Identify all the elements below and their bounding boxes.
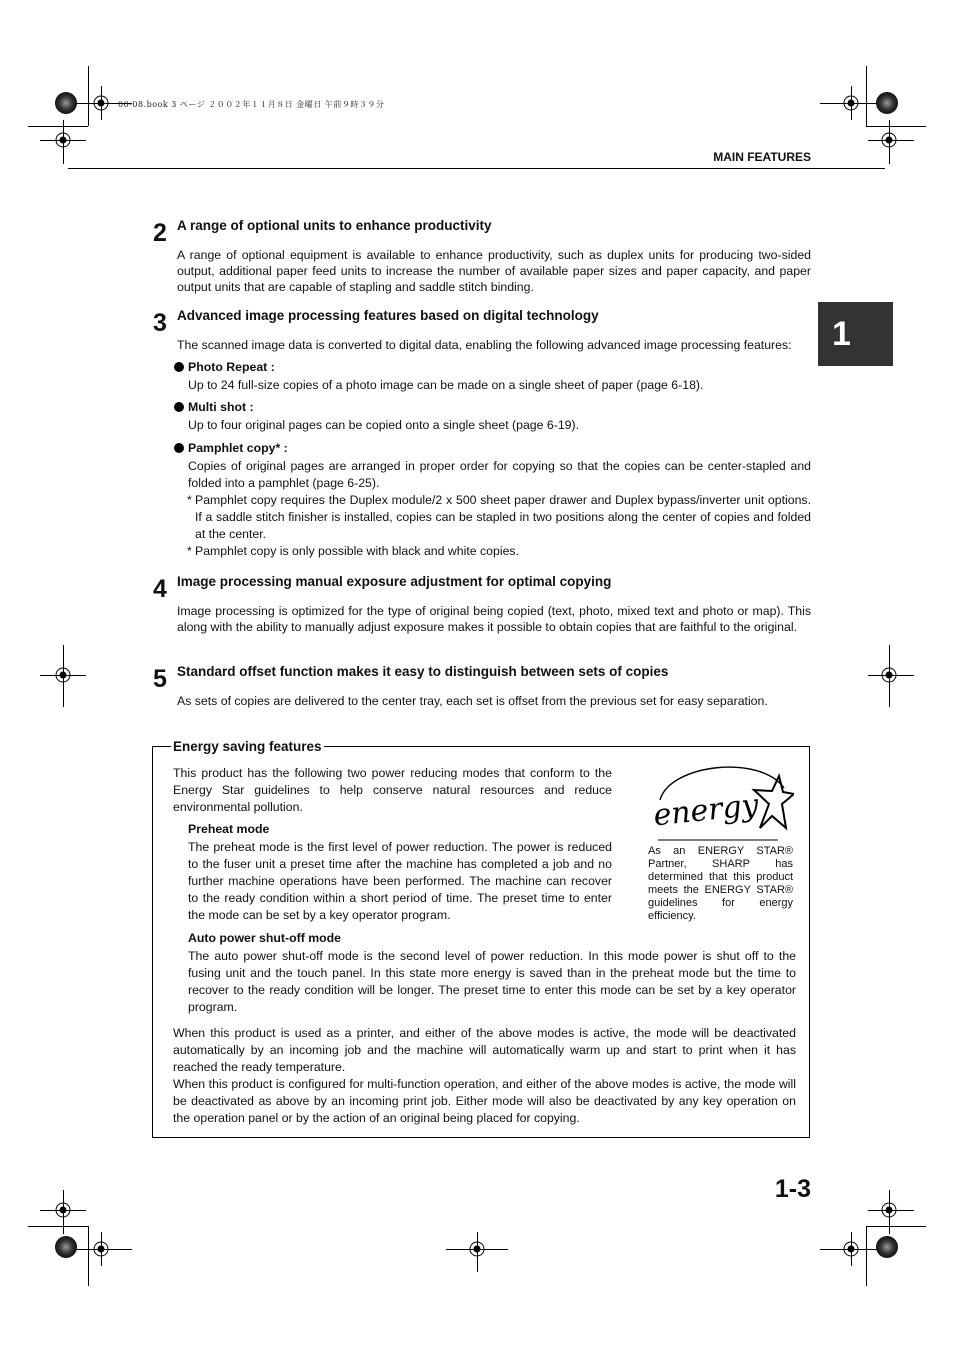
- section-number: 2: [153, 219, 167, 247]
- energy-star-logo-icon: [648, 758, 794, 842]
- color-rosette-icon: [876, 1236, 898, 1258]
- bullet-title: Photo Repeat :: [188, 360, 275, 374]
- energy-box-title: Energy saving features: [173, 739, 322, 754]
- section-number: 4: [153, 575, 167, 603]
- footnote-text: Pamphlet copy requires the Duplex module/2 x 500 sheet paper drawer and Duplex bypass/inverter unit options. If a saddle stitch finisher is installed, copies can be stapled in two positions along the center of copies and folded at the center.: [195, 493, 811, 541]
- color-rosette-icon: [55, 1236, 77, 1258]
- auto-shutoff-title: Auto power shut-off mode: [188, 931, 342, 945]
- target-icon: [844, 1242, 858, 1256]
- energy-closing-mfp: When this product is configured for multi-function operation, and either of the above modes is active, the mode will be deactivated as above by an incoming print job. Either mode will also be deactivated by any key operation on the operation panel or by the action of an original being placed for copying.: [173, 1077, 796, 1125]
- preheat-title: Preheat mode: [188, 822, 270, 836]
- footnote-mark: *: [187, 493, 192, 507]
- target-icon: [882, 133, 896, 147]
- bullet-icon: [174, 402, 184, 412]
- section-body: The scanned image data is converted to digital data, enabling the following advanced image processing features:: [177, 338, 792, 352]
- bullet-icon: [174, 362, 184, 372]
- print-job-stamp: 00-08.book 3 ページ ２００２年１１月８日 金曜日 午前９時３９分: [118, 100, 385, 109]
- bullet-text: Up to four original pages can be copied onto a single sheet (page 6-19).: [188, 418, 580, 432]
- target-icon: [844, 96, 858, 110]
- footnote-mark: *: [187, 544, 192, 558]
- footnote: [187, 543, 811, 560]
- header-rule: [68, 168, 885, 169]
- running-title: MAIN FEATURES: [713, 150, 811, 164]
- target-icon: [470, 1242, 484, 1256]
- chapter-tab: 1: [818, 302, 893, 366]
- bullet-text: Up to 24 full-size copies of a photo image can be made on a single sheet of paper (page 6-18).: [188, 378, 704, 392]
- target-icon: [882, 1203, 896, 1217]
- target-icon: [94, 1242, 108, 1256]
- bullet-title: Multi shot :: [188, 400, 254, 414]
- energy-logo-word: energy: [651, 787, 761, 834]
- target-icon: [56, 1203, 70, 1217]
- section-heading: Standard offset function makes it easy to distinguish between sets of copies: [177, 664, 669, 679]
- color-rosette-icon: [876, 92, 898, 114]
- footnote-text: Pamphlet copy is only possible with black and white copies.: [195, 544, 519, 558]
- color-rosette-icon: [55, 92, 77, 114]
- energy-logo-caption: As an ENERGY STAR® Partner, SHARP has determined that this product meets the ENERGY STAR® guidelines for energy efficiency.: [648, 845, 793, 922]
- target-icon: [94, 96, 108, 110]
- target-icon: [882, 668, 896, 682]
- bullet-title: Pamphlet copy* :: [188, 441, 288, 455]
- section-heading: A range of optional units to enhance productivity: [177, 218, 492, 233]
- bullet-text: Copies of original pages are arranged in proper order for copying so that the copies can be center-stapled and folded into a pamphlet (page 6-25).: [188, 459, 811, 490]
- preheat-text: The preheat mode is the first level of power reduction. The power is reduced to the fuser unit a preset time after the machine has completed a job and no further machine operations have been performed. The machine can recover to the ready condition within a short period of time. The preset time to enter the mode can be set by a key operator program.: [188, 840, 612, 922]
- section-number: 5: [153, 665, 167, 693]
- section-heading: Image processing manual exposure adjustment for optimal copying: [177, 574, 612, 589]
- section-body: A range of optional equipment is available to enhance productivity, such as duplex units for producing two-sided output, additional paper feed units to increase the number of available paper sizes and paper capacity, and paper output units that are capable of stapling and saddle stitch binding.: [177, 248, 811, 294]
- section-number: 3: [153, 309, 167, 337]
- target-icon: [56, 133, 70, 147]
- target-icon: [56, 668, 70, 682]
- section-heading: Advanced image processing features based on digital technology: [177, 308, 599, 323]
- auto-shutoff-text: The auto power shut-off mode is the second level of power reduction. In this mode power is shut off to the fusing unit and the touch panel. In this state more energy is saved than in the preheat mode but the time to recover to the ready condition will be longer. The preset time to enter this mode can be set by a key operator program.: [188, 949, 796, 1014]
- section-body: As sets of copies are delivered to the center tray, each set is offset from the previous set for easy separation.: [177, 694, 768, 708]
- energy-intro: This product has the following two power reducing modes that conform to the Energy Star guidelines to help conserve natural resources and reduce environmental pollution.: [173, 766, 612, 814]
- section-body: Image processing is optimized for the type of original being copied (text, photo, mixed text and photo or map). This along with the ability to manually adjust exposure makes it possible to obtain copies that are faithful to the original.: [177, 604, 811, 634]
- energy-closing-printer: When this product is used as a printer, and either of the above modes is active, the mode will be deactivated automatically by an incoming job and the machine will automatically warm up and start to print when it has reached the ready temperature.: [173, 1026, 796, 1074]
- footnote: [187, 492, 811, 543]
- page-number: 1-3: [774, 1175, 811, 1203]
- bullet-icon: [174, 443, 184, 453]
